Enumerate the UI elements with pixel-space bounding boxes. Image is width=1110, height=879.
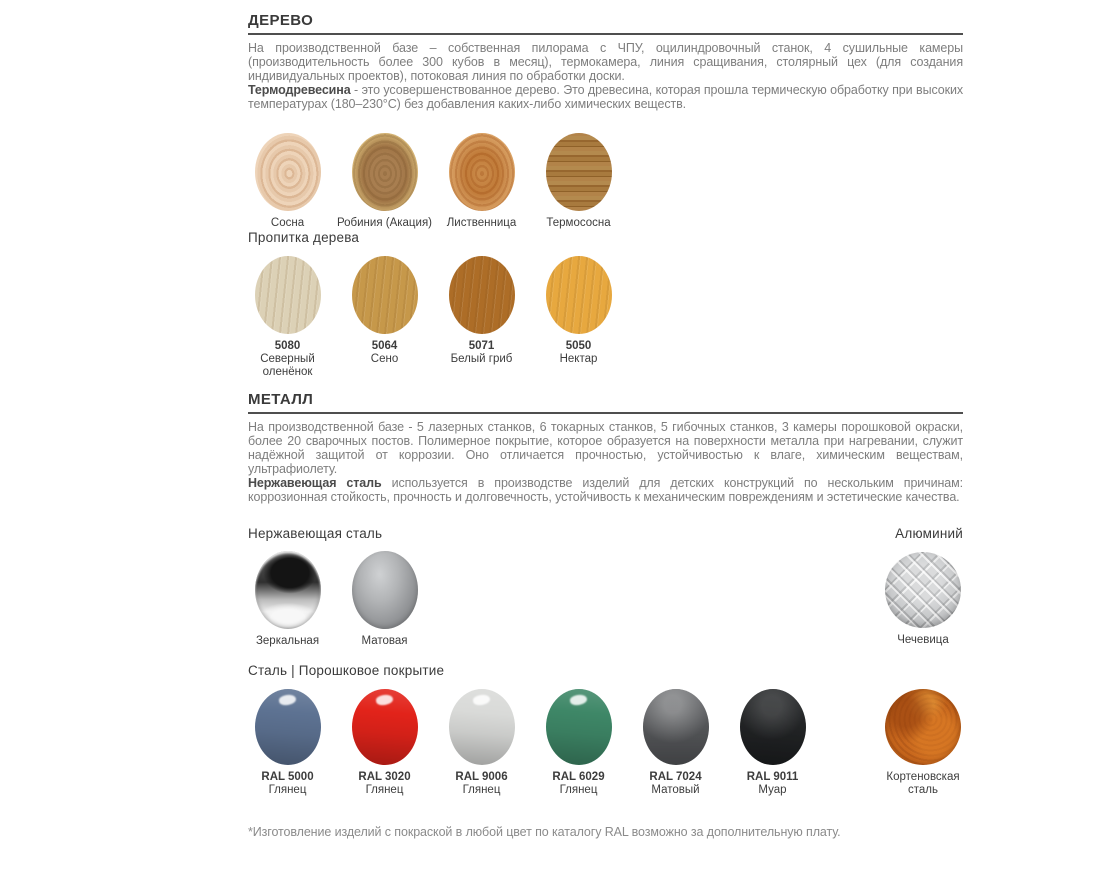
stainless-description: используется в производстве изделий для детских конструкций по нескольким причинам: коррозионная стойкость, прочность и долговечность, устойчивость к механическим повреждениям и эстетические качества. [248, 476, 963, 504]
swatch-label: Лиственница [446, 217, 517, 229]
wood-section-title: ДЕРЕВО [248, 12, 314, 29]
swatch-finish: Глянец [365, 784, 404, 796]
thermowood-paragraph [248, 83, 963, 111]
page-content [248, 0, 963, 839]
mirror-steel-swatch-image [255, 551, 321, 629]
swatch-code: 5050 [565, 340, 592, 352]
impregnation-5071-swatch-image [449, 256, 515, 334]
swatch-finish: Муар [758, 784, 787, 796]
larch-swatch-image [449, 133, 515, 211]
impregnation-5080-swatch-image [255, 256, 321, 334]
swatch-column-matte [336, 551, 433, 648]
swatch-column-ral5000 [239, 689, 336, 797]
swatch-finish: Матовый [651, 784, 700, 796]
swatch-column-5050 [530, 256, 627, 379]
powder-coating-title: Сталь | Порошковое покрытие [248, 663, 445, 678]
powder-coating-row [239, 689, 963, 797]
ral-9006-swatch-image [449, 689, 515, 765]
stainless-title: Нержавеющая сталь [248, 526, 383, 541]
metal-intro-paragraph: На производственной базе - 5 лазерных станков, 6 токарных станков, 5 гибочных станков, 3 камеры порошковой окраски, более 20 сварочных постов. Полимерное покрытие, которое образуется на поверхности металла при нагревании, служит надёжной защитой от коррозии. Оно отличается прочностью, устойчивостью к влаге, химическим веществам, ультрафиолету. [248, 420, 963, 476]
ral-7024-swatch-image [643, 689, 709, 765]
swatch-code: RAL 6029 [552, 771, 605, 783]
ral-6029-swatch-image [546, 689, 612, 765]
swatch-label: Белый гриб [450, 353, 513, 365]
lentil-aluminum-swatch-image [885, 552, 961, 628]
swatch-code: RAL 9011 [746, 771, 799, 783]
aluminum-column [873, 552, 973, 647]
wood-species-row [239, 133, 963, 230]
swatch-code: 5071 [468, 340, 495, 352]
swatch-code: 5064 [371, 340, 398, 352]
swatch-column-thermopine [530, 133, 627, 230]
ral-footnote: *Изготовление изделий с покраской в любой цвет по каталогу RAL возможно за дополнительную плату. [248, 825, 841, 839]
swatch-label: Северный оленёнок [260, 353, 315, 378]
impregnation-row [239, 256, 963, 379]
swatch-code: 5080 [274, 340, 301, 352]
swatch-column-5080 [239, 256, 336, 379]
swatch-label: Сено [370, 353, 399, 365]
swatch-column-mirror [239, 551, 336, 648]
swatch-label: Сосна [270, 217, 305, 229]
swatch-column-ral3020 [336, 689, 433, 797]
swatch-finish: Глянец [268, 784, 307, 796]
swatch-column-ral9006 [433, 689, 530, 797]
matte-steel-swatch-image [352, 551, 418, 629]
swatch-column-ral6029 [530, 689, 627, 797]
swatch-label: Зеркальная [255, 635, 320, 647]
swatch-label: Нектар [559, 353, 598, 365]
swatch-column-pine [239, 133, 336, 230]
swatch-label: Термососна [546, 217, 611, 229]
swatch-code: RAL 9006 [455, 771, 508, 783]
aluminum-title: Алюминий [895, 526, 963, 541]
metal-section-divider [248, 412, 963, 414]
ral-9011-swatch-image [740, 689, 806, 765]
impregnation-5050-swatch-image [546, 256, 612, 334]
wood-section [248, 12, 963, 379]
ral-3020-swatch-image [352, 689, 418, 765]
swatch-column-ral7024 [627, 689, 724, 797]
powder-coating-block [248, 663, 963, 797]
thermopine-swatch-image [546, 133, 612, 211]
swatch-finish: Глянец [462, 784, 501, 796]
swatch-column-larch [433, 133, 530, 230]
stainless-aluminum-block [248, 526, 963, 648]
stainless-row [239, 551, 963, 648]
thermowood-description: - это усовершенствованное дерево. Это древесина, которая прошла термическую обработку при высоких температурах (180–230°С) без добавления каких-либо химических веществ. [248, 83, 963, 111]
swatch-column-5071 [433, 256, 530, 379]
swatch-label: Чечевица [897, 634, 949, 646]
impregnation-5064-swatch-image [352, 256, 418, 334]
pine-swatch-image [255, 133, 321, 211]
metal-section [248, 391, 963, 797]
swatch-code: RAL 5000 [261, 771, 314, 783]
impregnation-title: Пропитка дерева [248, 230, 360, 245]
corten-steel-swatch-image [885, 689, 961, 765]
swatch-finish: Глянец [559, 784, 598, 796]
ral-5000-swatch-image [255, 689, 321, 765]
swatch-code: RAL 3020 [358, 771, 411, 783]
swatch-label: Матовая [361, 635, 408, 647]
stainless-term: Нержавеющая сталь [248, 476, 382, 490]
robinia-swatch-image [352, 133, 418, 211]
thermowood-term: Термодревесина [248, 83, 351, 97]
metal-section-title: МЕТАЛЛ [248, 391, 314, 408]
swatch-column-5064 [336, 256, 433, 379]
corten-column [873, 689, 973, 797]
wood-section-divider [248, 33, 963, 35]
stainless-paragraph [248, 476, 963, 504]
swatch-column-robinia [336, 133, 433, 230]
wood-intro-paragraph: На производственной базе – собственная пилорама с ЧПУ, оцилиндровочный станок, 4 сушильные камеры (производительность более 300 кубов в месяц), термокамера, линия сращивания, столярный цех (для создания индивидуальных проектов), потоковая линия по обработки доски. [248, 41, 963, 83]
swatch-code: RAL 7024 [649, 771, 702, 783]
swatch-label: Робиния (Акация) [336, 217, 432, 229]
swatch-label: Кортеновская сталь [886, 771, 960, 796]
swatch-column-ral9011 [724, 689, 821, 797]
